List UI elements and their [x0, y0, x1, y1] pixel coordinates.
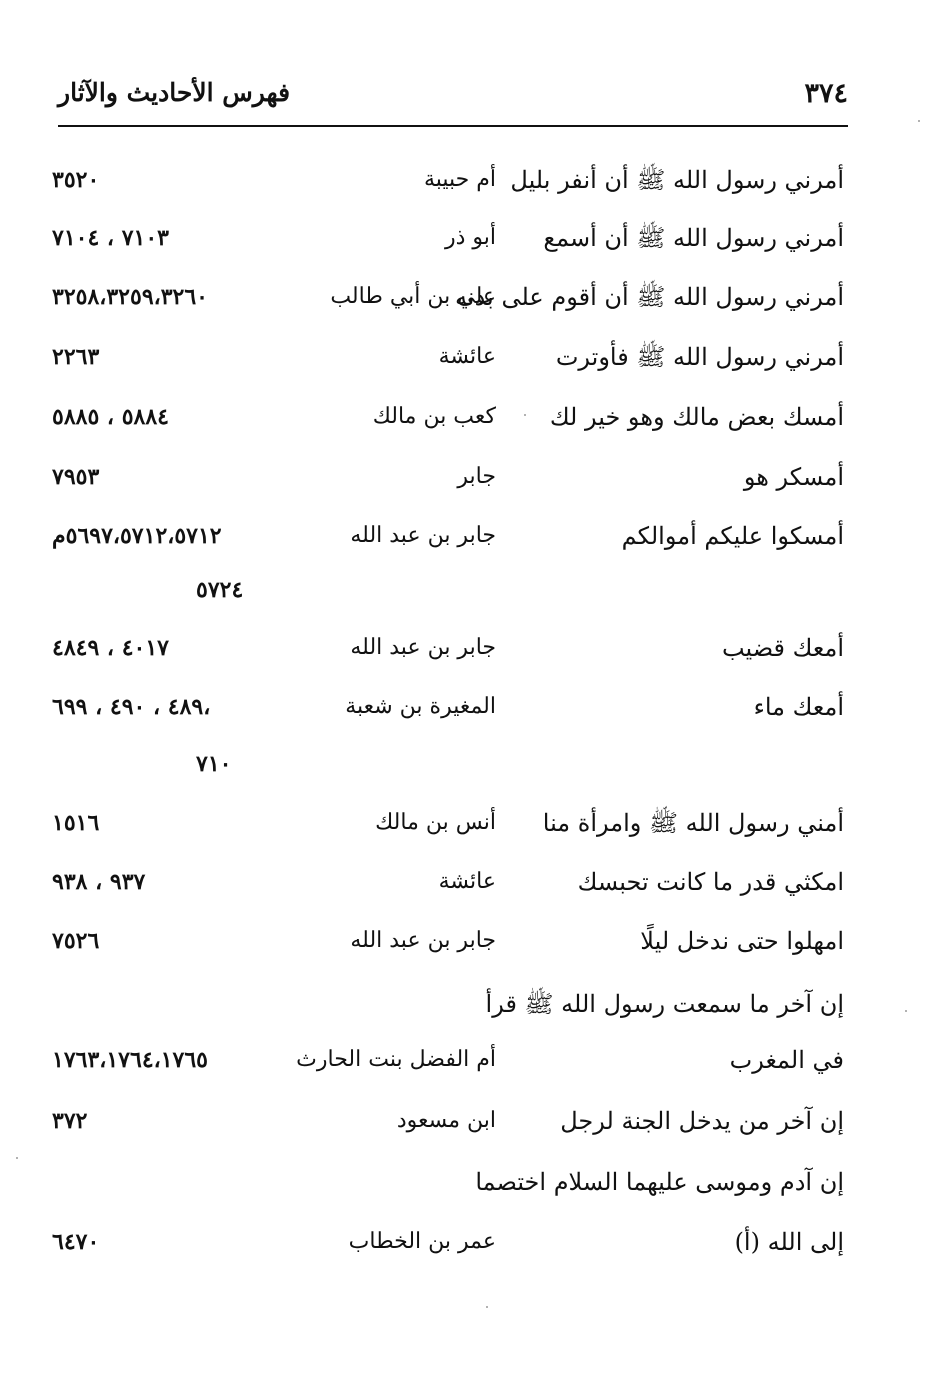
- scan-speck: [16, 1157, 18, 1159]
- index-row: [0, 277, 932, 317]
- narrator-name: ابن مسعود: [396, 1108, 496, 1133]
- hadith-text: أمني رسول الله ﷺ وامرأة منا: [542, 809, 844, 837]
- hadith-text: أمسكوا عليكم أموالكم: [621, 522, 844, 550]
- hadith-numbers: ٦٤٧٠: [52, 1229, 100, 1255]
- index-row: [0, 921, 932, 961]
- hadith-text: امكثي قدر ما كانت تحبسك: [577, 868, 844, 896]
- index-row: [0, 1162, 932, 1202]
- hadith-text: في المغرب: [729, 1046, 844, 1074]
- hadith-text: أمسكر هو: [743, 463, 844, 491]
- hadith-numbers: ٥٦٩٧،٥٧١٢،٥٧١٢م: [52, 523, 222, 549]
- narrator-name: عمر بن الخطاب: [348, 1229, 496, 1254]
- index-row: [0, 397, 932, 437]
- narrator-name: كعب بن مالك: [372, 404, 496, 429]
- index-row: [0, 218, 932, 258]
- hadith-text: امهلوا حتى ندخل ليلًا: [640, 927, 844, 955]
- index-row: [0, 516, 932, 556]
- index-row: [0, 160, 932, 200]
- narrator-name: عائشة: [438, 344, 496, 369]
- index-row: [0, 687, 932, 727]
- index-row: [0, 1040, 932, 1080]
- hadith-numbers: ٧١٠: [196, 751, 232, 777]
- index-row: [0, 803, 932, 843]
- page-number: ٣٧٤: [804, 78, 848, 109]
- narrator-name: أم الفضل بنت الحارث: [296, 1047, 496, 1072]
- index-row-continuation: [0, 744, 932, 784]
- hadith-text: أمرني رسول الله ﷺ فأوترت: [555, 343, 844, 371]
- index-row: [0, 628, 932, 668]
- hadith-text: أمرني رسول الله ﷺ أن أقوم على بدنه: [455, 283, 844, 311]
- narrator-name: علي بن أبي طالب: [330, 284, 496, 309]
- hadith-numbers: ٥٧٢٤: [196, 577, 244, 603]
- hadith-text: أمعك قضيب: [721, 634, 844, 662]
- index-row: [0, 1101, 932, 1141]
- scan-speck: [905, 1010, 907, 1012]
- hadith-text: إن آخر من يدخل الجنة لرجل: [560, 1107, 844, 1135]
- narrator-name: جابر بن عبد الله: [350, 928, 496, 953]
- hadith-text: إلى الله (أ): [734, 1228, 844, 1256]
- narrator-name: أنس بن مالك: [375, 810, 496, 835]
- index-row: [0, 457, 932, 497]
- hadith-text: أمسك بعض مالك وهو خير لك: [549, 403, 844, 431]
- hadith-numbers: ٤٠١٧ ، ٤٨٤٩: [52, 635, 169, 661]
- hadith-numbers: ٣٢٥٨،٣٢٥٩،٣٢٦٠: [52, 284, 208, 310]
- hadith-numbers: ١٥١٦: [52, 810, 100, 836]
- hadith-numbers: ٧٥٢٦: [52, 928, 100, 954]
- hadith-numbers: ٧٩٥٣: [52, 464, 100, 490]
- hadith-numbers: ٥٨٨٤ ، ٥٨٨٥: [52, 404, 169, 430]
- hadith-text: أمرني رسول الله ﷺ أن أنفر بليل: [510, 166, 844, 194]
- hadith-numbers: ٩٣٧ ، ٩٣٨: [52, 869, 146, 895]
- hadith-numbers: ٧١٠٣ ، ٧١٠٤: [52, 225, 169, 251]
- narrator-name: جابر: [457, 464, 496, 489]
- narrator-name: أبو ذر: [444, 225, 496, 250]
- index-row: [0, 984, 932, 1024]
- narrator-name: أم حبيبة: [423, 167, 496, 192]
- scan-speck: [486, 1306, 488, 1308]
- hadith-numbers: ٢٢٦٣: [52, 344, 100, 370]
- hadith-numbers: ٣٥٢٠: [52, 167, 100, 193]
- index-row: [0, 1222, 932, 1262]
- index-row: [0, 337, 932, 377]
- scan-speck: [524, 414, 526, 416]
- narrator-name: جابر بن عبد الله: [350, 523, 496, 548]
- scan-speck: [918, 120, 920, 122]
- hadith-text: إن آدم وموسى عليهما السلام اختصما: [475, 1168, 844, 1196]
- page-title: فهرس الأحاديث والآثار: [58, 78, 291, 107]
- hadith-numbers: ٤٨٩ ، ٤٩٠ ، ٦٩٩،: [52, 694, 211, 720]
- narrator-name: عائشة: [438, 869, 496, 894]
- index-row: [0, 862, 932, 902]
- narrator-name: المغيرة بن شعبة: [345, 694, 496, 719]
- index-row-continuation: [0, 570, 932, 610]
- hadith-text: أمعك ماء: [753, 693, 844, 721]
- hadith-numbers: ١٧٦٣،١٧٦٤،١٧٦٥: [52, 1047, 208, 1073]
- hadith-text: أمرني رسول الله ﷺ أن أسمع: [543, 224, 844, 252]
- narrator-name: جابر بن عبد الله: [350, 635, 496, 660]
- hadith-numbers: ٣٧٢: [52, 1108, 88, 1134]
- hadith-text: إن آخر ما سمعت رسول الله ﷺ قرأ: [485, 990, 844, 1018]
